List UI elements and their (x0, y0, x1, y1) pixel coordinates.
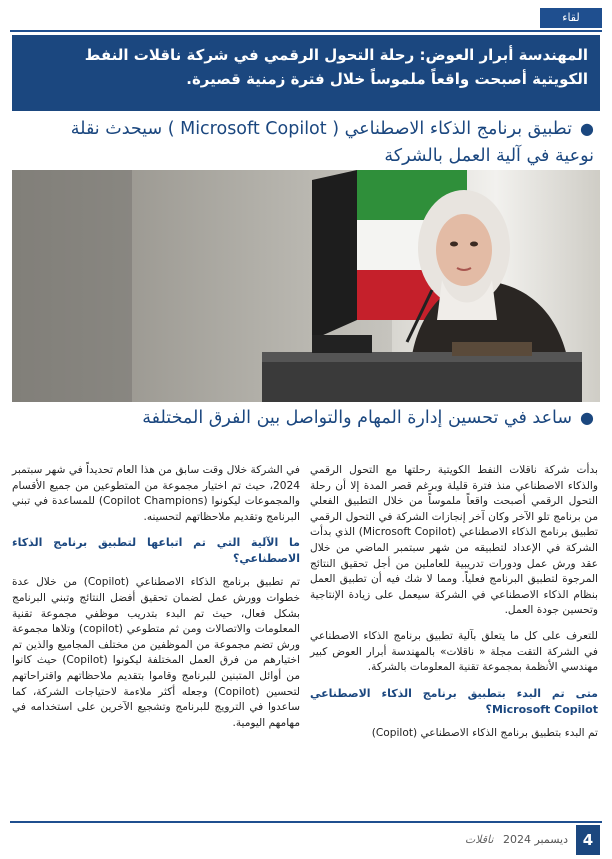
article-column-left (12, 463, 300, 741)
footer-rule (10, 821, 602, 823)
section-tab: لقاء (540, 8, 602, 28)
paragraph: بدأت شركة ناقلات النفط الكويتية رحلتها مع التحول الرقمي والذكاء الاصطناعي منذ فترة قليلة وبرغم قصر المدة إلا أن رحلة التحول الرقمي أصبحت واقعاً ملموساً من خلال التطبيق الفعلي من برنامج تلو الآخر وكان آخر إنجازات الشركة في التحول الرقمي تطبيق برنامج الذكاء الاصطناعي (Microsoft Copilot) الذي بدأت الشركة في الإعداد لتطبيقه من شهر سبتمبر الماضي من خلال عقد ورش عمل ودورات تدريبية للعاملين من أجل تحقيق النتائج المرجوة لتطبيق البرنامج فعلياً. ومما لا شك فيه أن تطبيق العمل بنظام الذكاء الاصطناعي في الشركة سيعمل على زيادة الإنتاجية وتحسين جودة العمل. (310, 464, 598, 617)
question-heading: ما الآلية التي تم اتباعها لتطبيق برنامج الذكاء الاصطناعي؟ (12, 536, 300, 566)
article-column-right (310, 463, 598, 751)
article-photo (12, 170, 600, 402)
bullet-icon: ● (580, 408, 594, 427)
paragraph: تم تطبيق برنامج الذكاء الاصطناعي (Copilot) من خلال عدة خطوات وورش عمل لضمان تحقيق أفضل النتائج وتبني البرنامج بشكل فعال، حيث تم البدء بتدريب موظفي مجموعة تقنية المعلومات والاتصالات ومن ثم متطوعي (copilot) وتلاها مجموعة ورش تضم مجموعة من الموظفين من مختلف المجاميع والذين تم اختيارهم من فرق العمل المختلفة ليكونوا (Copilot) حيث كانوا من أوائل المتبنين للبرنامج وقاموا بتقديم ملاحظاتهم واقتراحاتهم لتحسين (Copilot) وجعله أكثر ملاءمة لاحتياجات الشركة، كما ساعدوا في الترويج للبرنامج وتشجيع الآخرين على استخدامه في مهامهم اليومية. (12, 576, 300, 729)
heading-1 (34, 115, 594, 170)
headline: المهندسة أبرار العوض: رحلة التحول الرقمي في شركة ناقلات النفط الكويتية أصبحت واقعاً ملموساً خلال فترة زمنية قصيرة. (12, 35, 600, 111)
top-rule (10, 30, 602, 32)
issue-date: ديسمبر 2024 (502, 833, 568, 846)
speaker-photo-illustration (12, 170, 600, 402)
paragraph: في الشركة خلال وقت سابق من هذا العام تحديداً في شهر سبتمبر 2024، حيث تم اختيار مجموعة من المتطوعين من جميع الأقسام والمجموعات ليكونوا (Copilot Champions) للمساعدة في تبني البرنامج وتقديم ملاحظاتهم لتحسينه. (12, 464, 300, 523)
paragraph: تم البدء بتطبيق برنامج الذكاء الاصطناعي (Copilot) (371, 726, 598, 739)
heading-2-text: ساعد في تحسين إدارة المهام والتواصل بين الفرق المختلفة (142, 408, 573, 428)
magazine-brand: ناقلات (464, 833, 494, 846)
bullet-icon: ● (580, 119, 594, 138)
page-number: 4 (576, 825, 600, 855)
paragraph: للتعرف على كل ما يتعلق بآلية تطبيق برنامج الذكاء الاصطناعي في الشركة التقت مجلة « ناقلات» بالمهندسة أبرار العوض كبير مهندسي الأنظمة بمجموعة تقنية المعلومات بالشركة. (310, 629, 598, 674)
footer-meta (465, 831, 568, 849)
heading-1-text: تطبيق برنامج الذكاء الاصطناعي ( Microsoft Copilot ) سيحدث نقلة نوعية في آلية العمل بالشركة (70, 119, 594, 166)
question-heading: متى تم البدء بتطبيق برنامج الذكاء الاصطناعي Microsoft Copilot؟ (310, 686, 598, 716)
heading-2 (34, 404, 594, 432)
